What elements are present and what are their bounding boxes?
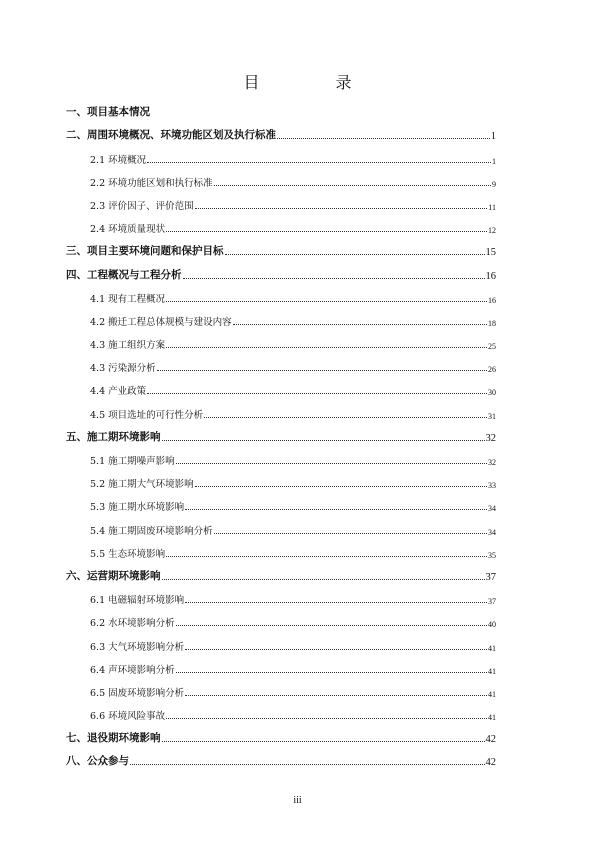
toc-entry-label: 6.2 水环境影响分析	[90, 618, 175, 630]
toc-entry-page-number: 41	[488, 713, 496, 723]
toc-dot-leader	[166, 718, 487, 719]
table-of-contents	[66, 96, 496, 768]
toc-subsection-entry[interactable]	[66, 189, 496, 212]
toc-entry-page-number: 41	[488, 666, 496, 676]
toc-dot-leader	[162, 579, 485, 580]
toc-dot-leader	[233, 324, 487, 325]
toc-section-entry[interactable]	[66, 258, 496, 281]
toc-subsection-entry[interactable]	[66, 374, 496, 397]
toc-entry-page-number: 37	[485, 571, 496, 583]
toc-dot-leader	[185, 649, 487, 650]
toc-subsection-entry[interactable]	[66, 282, 496, 305]
toc-subsection-entry[interactable]	[66, 699, 496, 722]
page-number: iii	[293, 795, 302, 806]
toc-entry-label: 4.3 污染源分析	[90, 363, 156, 375]
toc-entry-label: 4.2 搬迁工程总体规模与建设内容	[90, 316, 232, 328]
toc-entry-label: 二、周围环境概况、环境功能区划及执行标准	[66, 129, 276, 142]
toc-entry-label: 6.5 固废环境影响分析	[90, 687, 185, 699]
toc-dot-leader	[166, 231, 487, 232]
toc-dot-leader	[214, 533, 487, 534]
toc-subsection-entry[interactable]	[66, 629, 496, 652]
toc-entry-label: 四、工程概况与工程分析	[66, 268, 182, 281]
toc-entry-label: 5.3 施工期水环境影响	[90, 502, 185, 514]
toc-entry-label: 七、退役期环境影响	[66, 732, 161, 745]
toc-entry-page-number: 11	[488, 202, 496, 212]
toc-subsection-entry[interactable]	[66, 328, 496, 351]
toc-dot-leader	[176, 625, 487, 626]
toc-dot-leader	[162, 741, 485, 742]
toc-dot-leader	[214, 185, 491, 186]
toc-entry-page-number: 18	[488, 318, 496, 328]
toc-entry-label: 6.4 声环境影响分析	[90, 664, 175, 676]
toc-dot-leader	[183, 278, 485, 279]
toc-entry-page-number: 9	[492, 179, 496, 189]
toc-section-entry[interactable]	[66, 722, 496, 745]
toc-entry-page-number: 31	[488, 411, 496, 421]
toc-entry-page-number: 32	[485, 432, 496, 444]
toc-entry-label: 6.3 大气环境影响分析	[90, 641, 185, 653]
toc-dot-leader	[162, 440, 485, 441]
toc-subsection-entry[interactable]	[66, 351, 496, 374]
toc-entry-label: 2.3 评价因子、评价范围	[90, 200, 194, 212]
toc-entry-label: 4.5 项目选址的可行性分析	[90, 409, 204, 421]
toc-subsection-entry[interactable]	[66, 166, 496, 189]
toc-dot-leader	[166, 301, 487, 302]
toc-entry-page-number: 1	[490, 131, 496, 143]
toc-entry-label: 5.2 施工期大气环境影响	[90, 479, 194, 491]
toc-section-entry[interactable]	[66, 745, 496, 768]
toc-entry-label: 五、施工期环境影响	[66, 430, 161, 443]
toc-dot-leader	[147, 162, 491, 163]
toc-entry-page-number: 16	[485, 270, 496, 282]
toc-subsection-entry[interactable]	[66, 490, 496, 513]
toc-entry-label: 一、项目基本情况	[66, 106, 150, 119]
toc-entry-label: 6.1 电磁辐射环境影响	[90, 595, 185, 607]
toc-section-entry[interactable]	[66, 119, 496, 142]
toc-section-entry[interactable]	[66, 235, 496, 258]
toc-section-entry[interactable]	[66, 421, 496, 444]
toc-entry-label: 4.4 产业政策	[90, 386, 147, 398]
toc-entry-label: 6.6 环境风险事故	[90, 711, 166, 723]
toc-entry-label: 2.4 环境质量现状	[90, 224, 166, 236]
toc-dot-leader	[185, 695, 487, 696]
toc-entry-label: 5.5 生态环境影响	[90, 548, 166, 560]
toc-dot-leader	[277, 138, 490, 139]
toc-entry-label: 2.1 环境概况	[90, 154, 147, 166]
toc-entry-page-number: 34	[488, 504, 496, 514]
toc-dot-leader	[185, 602, 487, 603]
toc-section-entry[interactable]	[66, 560, 496, 583]
toc-entry-label: 六、运营期环境影响	[66, 569, 161, 582]
toc-subsection-entry[interactable]	[66, 467, 496, 490]
toc-dot-leader	[166, 347, 487, 348]
toc-dot-leader	[147, 393, 487, 394]
toc-dot-leader	[185, 509, 487, 510]
toc-dot-leader	[176, 463, 487, 464]
toc-entry-page-number: 15	[485, 247, 496, 259]
toc-subsection-entry[interactable]	[66, 444, 496, 467]
toc-entry-page-number: 16	[488, 295, 496, 305]
toc-subsection-entry[interactable]	[66, 397, 496, 420]
toc-dot-leader	[157, 370, 487, 371]
toc-entry-page-number: 35	[488, 550, 496, 560]
toc-entry-page-number: 42	[485, 734, 496, 746]
toc-section-entry[interactable]	[66, 96, 496, 119]
toc-entry-label: 5.1 施工期噪声影响	[90, 456, 175, 467]
toc-entry-label: 4.1 现有工程概况	[90, 293, 166, 305]
toc-subsection-entry[interactable]	[66, 305, 496, 328]
toc-subsection-entry[interactable]	[66, 583, 496, 606]
toc-entry-label: 2.2 环境功能区划和执行标准	[90, 177, 213, 189]
toc-entry-page-number: 40	[488, 620, 496, 630]
toc-subsection-entry[interactable]	[66, 676, 496, 699]
toc-entry-page-number: 32	[488, 458, 496, 467]
toc-dot-leader	[195, 486, 487, 487]
toc-subsection-entry[interactable]	[66, 142, 496, 165]
toc-entry-page-number: 41	[488, 643, 496, 653]
toc-dot-leader	[204, 417, 487, 418]
toc-dot-leader	[225, 254, 485, 255]
toc-entry-label: 三、项目主要环境问题和保护目标	[66, 245, 224, 258]
toc-subsection-entry[interactable]	[66, 606, 496, 629]
toc-subsection-entry[interactable]	[66, 653, 496, 676]
toc-dot-leader	[195, 208, 488, 209]
toc-entry-label: 八、公众参与	[66, 755, 129, 768]
toc-entry-page-number: 12	[488, 226, 496, 236]
toc-entry-label: 5.4 施工期固废环境影响分析	[90, 525, 213, 537]
toc-dot-leader	[176, 672, 487, 673]
toc-entry-page-number: 41	[488, 689, 496, 699]
toc-entry-page-number: 26	[488, 365, 496, 375]
toc-subsection-entry[interactable]	[66, 537, 496, 560]
toc-entry-page-number: 37	[488, 597, 496, 607]
page-title: 目 录	[243, 73, 382, 92]
toc-entry-page-number: 1	[492, 156, 496, 166]
toc-subsection-entry[interactable]	[66, 212, 496, 235]
toc-dot-leader	[166, 556, 487, 557]
toc-entry-page-number: 30	[488, 388, 496, 398]
toc-subsection-entry[interactable]	[66, 513, 496, 536]
toc-entry-page-number: 33	[488, 481, 496, 491]
toc-dot-leader	[130, 764, 485, 765]
toc-entry-label: 4.3 施工组织方案	[90, 340, 166, 352]
toc-entry-page-number: 25	[488, 342, 496, 352]
toc-entry-page-number: 34	[488, 527, 496, 537]
toc-entry-page-number: 42	[485, 757, 496, 769]
